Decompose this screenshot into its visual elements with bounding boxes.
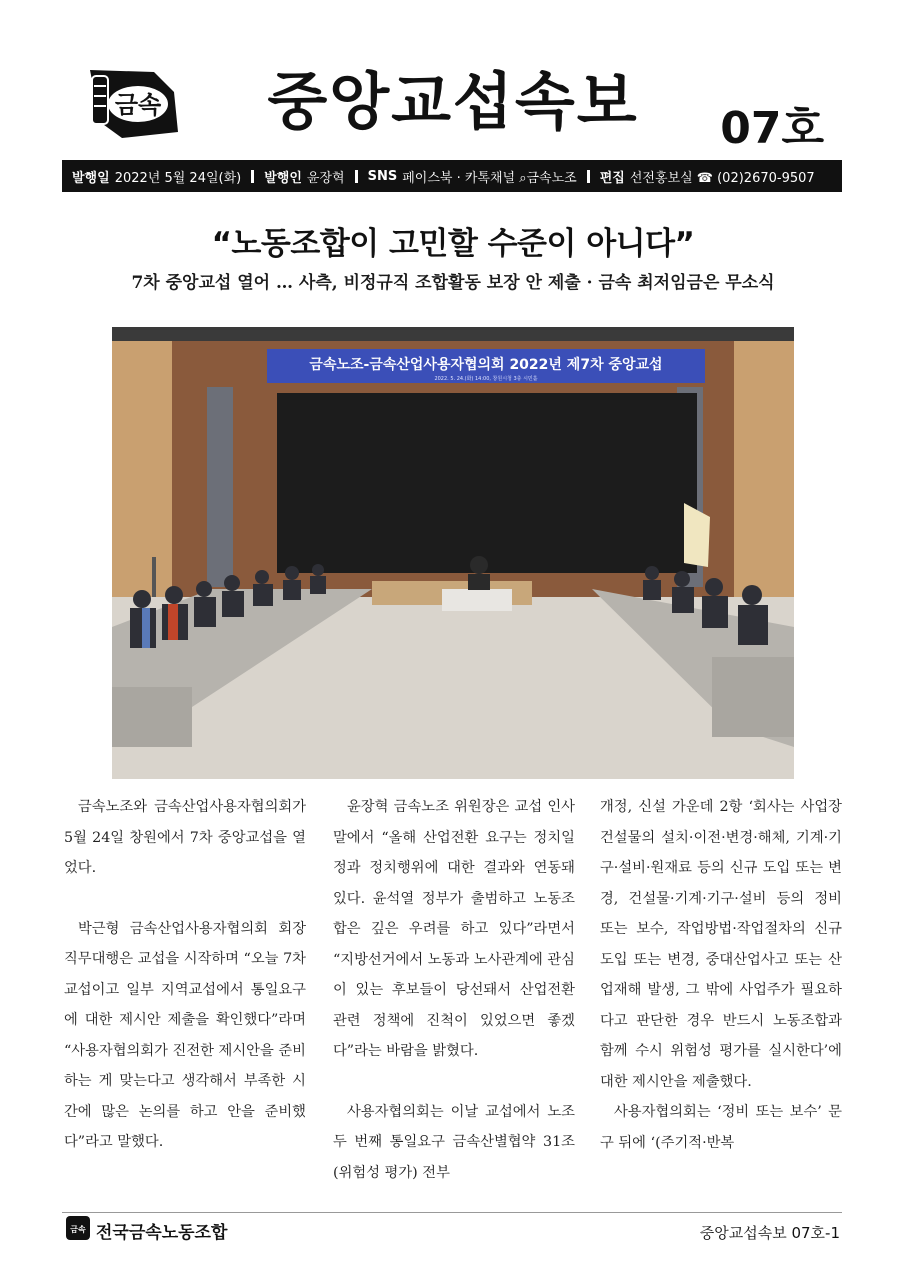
sns-label: SNS xyxy=(367,168,398,184)
editor-value: 선전홍보실 ☎ (02)2670-9507 xyxy=(629,170,815,186)
paragraph: 사용자협의회는 ‘정비 또는 보수’ 문구 뒤에 ‘(주기적·반복 xyxy=(600,1104,842,1151)
date-label: 발행일 xyxy=(72,170,110,186)
footer-organization: 전국금속노동조합 xyxy=(96,1223,228,1243)
editor-label: 편집 xyxy=(599,170,625,186)
paragraph: 금속노조와 금속산업사용자협의회가 5월 24일 창원에서 7차 중앙교섭을 열었다. xyxy=(64,799,306,876)
article-column-3 xyxy=(600,792,842,1158)
publisher-label: 발행인 xyxy=(264,170,302,186)
publication-info-bar xyxy=(62,160,842,192)
newsletter-title: 중앙교섭속보 xyxy=(267,65,639,138)
issue-number: 07호 xyxy=(720,103,824,154)
footer-logo-text: 금속 xyxy=(70,1225,86,1234)
logo-text: 금속 xyxy=(114,91,162,119)
footer-page-number: 중앙교섭속보 07호-1 xyxy=(699,1224,840,1242)
article-column-1 xyxy=(64,792,306,1158)
date-value: 2022년 5월 24일(화) xyxy=(114,170,242,186)
paragraph: 윤장혁 금속노조 위원장은 교섭 인사말에서 “올해 산업전환 요구는 정치일정과 정치행위에 대한 결과와 연동돼 있다. 윤석열 정부가 출범하고 노동조합은 깊은 우려를 하고 있다”라면서 “지방선거에서 노동과 노사관계에 관심이 있는 후보들이 당선돼서 산업전환 관련 정책에 진척이 있었으면 좋겠다”라는 바람을 밝혔다. xyxy=(333,799,575,1059)
meeting-photo xyxy=(112,327,794,779)
sns-value: 페이스북 · 카톡채널 ⌕금속노조 xyxy=(402,170,577,186)
article-subheadline: 7차 중앙교섭 열어 … 사측, 비정규직 조합활동 보장 안 제출 · 금속 최저임금은 무소식 xyxy=(131,273,775,293)
article-headline: “노동조합이 고민할 수준이 아니다” xyxy=(211,226,695,262)
union-logo-icon xyxy=(66,1216,90,1240)
paragraph: 사용자협의회는 이날 교섭에서 노조 두 번째 통일요구 금속산별협약 31조(위험성 평가) 전부 xyxy=(333,1103,575,1181)
footer-divider xyxy=(62,1212,842,1213)
divider xyxy=(587,170,590,183)
paragraph: 박근형 금속산업사용자협의회 회장 직무대행은 교섭을 시작하며 “오늘 7차 교섭이고 일부 지역교섭에서 통일요구에 대한 제시안 제출을 확인했다”라며 “사용자협의회가 진전한 제시안을 준비하는 게 맞는다고 생각해서 부족한 시간에 많은 논의를 하고 안을 준비했다”라고 말했다. xyxy=(64,920,306,1150)
publisher-value: 윤장혁 xyxy=(306,170,345,186)
article-column-2 xyxy=(333,792,575,1188)
banner-text: 금속노조-금속산업사용자협의회 2022년 제7차 중앙교섭 xyxy=(309,357,663,373)
divider xyxy=(251,170,254,183)
paragraph: 개정, 신설 가운데 2항 ‘회사는 사업장 건설물의 설치·이전·변경·해체, 기계·기구·설비·원재료 등의 신규 도입 또는 변경, 건설물·기계·기구·설비 등의 정비 또는 보수, 작업방법·작업절차의 신규도입 또는 변경, 중대산업사고 또는 산업재해 발생, 그 밖에 사업주가 필요하다고 판단한 경우 반드시 노동조합과 함께 수시 위험성 평가를 실시한다’에 대한 제시안을 제출했다. xyxy=(600,799,842,1090)
divider xyxy=(355,170,358,183)
banner-subtext: 2022. 5. 24.(화) 14:00, 창원시청 3층 시민홀 xyxy=(434,376,538,382)
